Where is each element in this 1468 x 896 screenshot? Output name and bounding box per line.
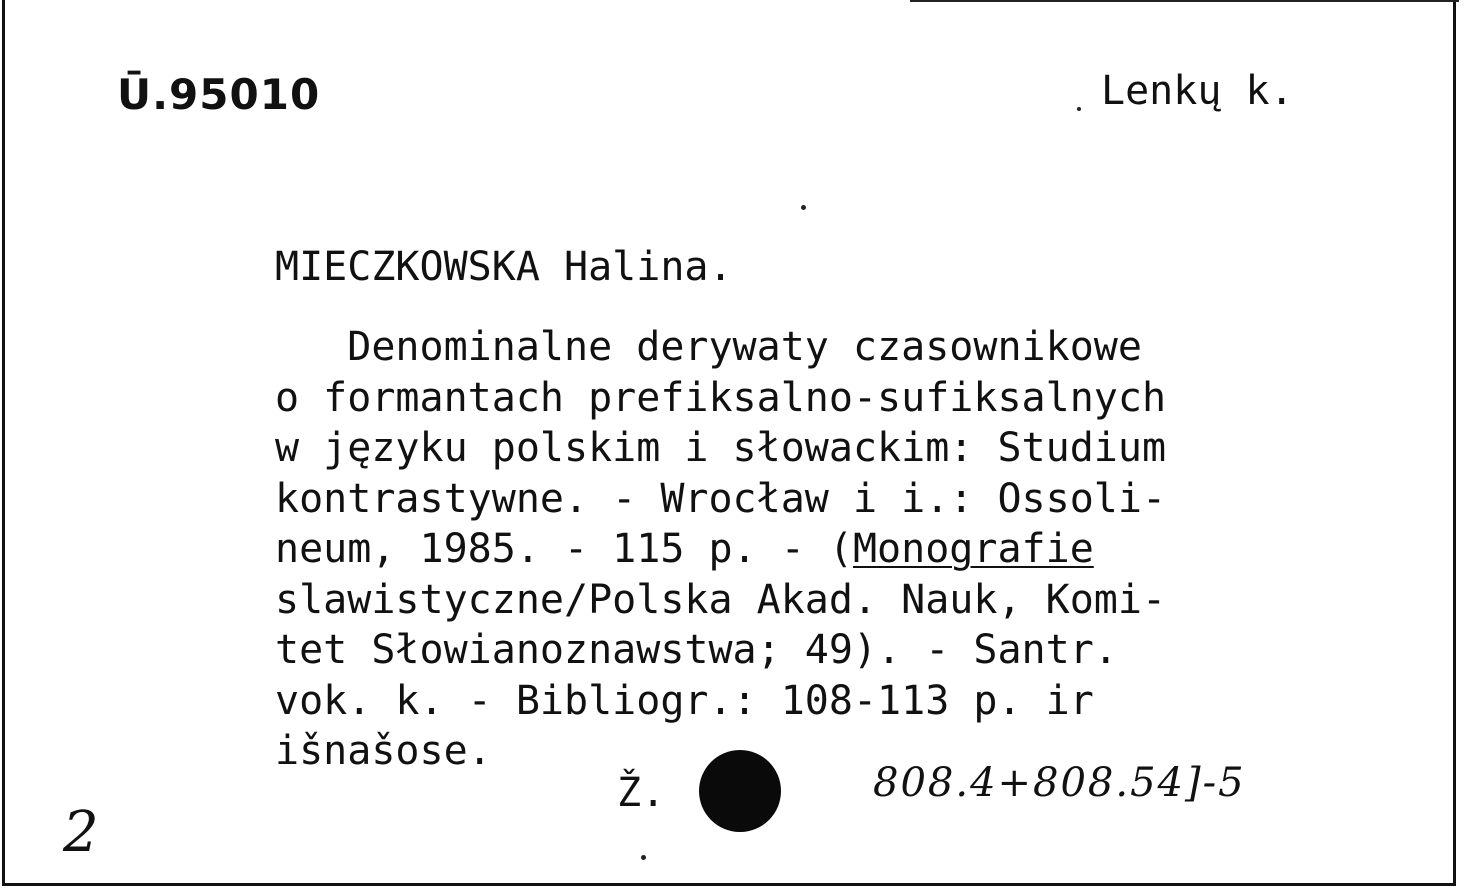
bibliographic-description	[275, 322, 1166, 777]
description-line: tet Słowianoznawstwa; 49). - Santr.	[275, 627, 1118, 673]
author-heading: MIECZKOWSKA Halina.	[275, 244, 733, 290]
mark-label: Ž.	[617, 770, 666, 816]
description-line: o formantach prefiksalno-sufiksalnych	[275, 374, 1167, 421]
catalog-card	[2, 0, 1456, 886]
card-top-edge	[910, 0, 1459, 2]
description-line: vok. k. - Bibliogr.: 108-113 p. ir	[275, 677, 1094, 724]
description-line: w języku polskim i słowackim: Studium	[275, 425, 1167, 471]
speck	[801, 205, 806, 210]
description-line: Denominalne derywaty czasownikowe	[275, 324, 1142, 370]
speck	[641, 855, 646, 860]
description-line: slawistyczne/Polska Akad. Nauk, Komi-	[275, 576, 1167, 623]
location-label: Lenkų k.	[1101, 68, 1294, 114]
call-number: Ū.95010	[117, 70, 321, 119]
description-line	[275, 524, 1166, 575]
series-title-underlined: Monografie	[852, 526, 1094, 572]
speck	[1077, 107, 1081, 111]
classification-handwritten: 808.4+808.54]-5	[873, 760, 1246, 806]
description-line-part: neum, 1985. - 115 p. - (	[275, 526, 853, 572]
description-line: išnašose.	[275, 728, 492, 774]
description-line: kontrastywne. - Wrocław i i.: Ossoli-	[275, 475, 1167, 522]
punch-hole	[699, 750, 781, 832]
handwritten-number: 2	[63, 800, 99, 865]
